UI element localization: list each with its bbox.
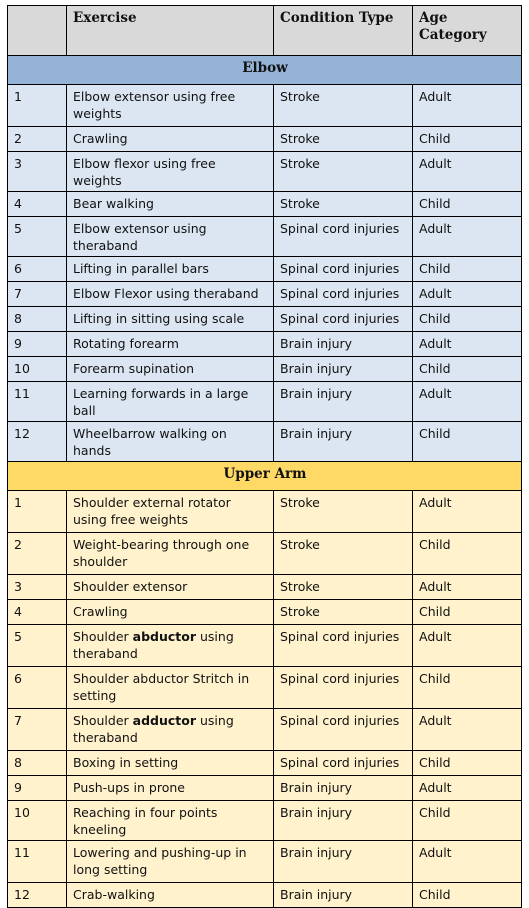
exercise-cell [67, 192, 274, 217]
row-number: 9 [8, 776, 67, 801]
table-row [8, 533, 522, 575]
age-cell: Adult [413, 575, 522, 600]
row-number: 11 [8, 841, 67, 883]
row-number: 5 [8, 625, 67, 667]
elbow-rows [8, 85, 522, 462]
upper-arm-section [8, 462, 522, 491]
age-cell: Adult [413, 382, 522, 422]
exercise-cell [67, 282, 274, 307]
exercise-text: Forearm supination [73, 361, 195, 376]
exercise-text: Shoulder abductor Stritch in setting [73, 671, 250, 703]
row-number: 1 [8, 491, 67, 533]
exercise-text-tail: using theraband [73, 629, 234, 661]
condition-cell: Brain injury [274, 422, 413, 462]
exercise-bold: adductor [132, 713, 197, 728]
exercise-cell [67, 257, 274, 282]
header-number [8, 6, 67, 56]
condition-cell: Spinal cord injuries [274, 625, 413, 667]
table-header [8, 6, 522, 56]
condition-cell: Brain injury [274, 801, 413, 841]
age-cell: Adult [413, 282, 522, 307]
exercise-cell [67, 625, 274, 667]
table-row [8, 491, 522, 533]
age-cell: Adult [413, 841, 522, 883]
header-age-category: Age Category [413, 6, 522, 56]
section-header-upper-arm [8, 462, 522, 491]
table-row [8, 801, 522, 841]
table-row [8, 332, 522, 357]
table-row [8, 883, 522, 908]
exercise-cell [67, 841, 274, 883]
table-row [8, 625, 522, 667]
exercise-cell [67, 85, 274, 127]
row-number: 10 [8, 801, 67, 841]
condition-cell: Stroke [274, 85, 413, 127]
table-row [8, 600, 522, 625]
exercise-text-tail: using theraband [73, 713, 234, 745]
row-number: 7 [8, 282, 67, 307]
condition-cell: Spinal cord injuries [274, 282, 413, 307]
exercise-cell [67, 751, 274, 776]
elbow-section [8, 56, 522, 85]
exercise-text: Reaching in four points kneeling [73, 805, 218, 837]
condition-cell: Spinal cord injuries [274, 307, 413, 332]
exercise-cell [67, 667, 274, 709]
exercise-text: Rotating forearm [73, 336, 179, 351]
condition-cell: Spinal cord injuries [274, 217, 413, 257]
table-row [8, 307, 522, 332]
table-row [8, 422, 522, 462]
table-row [8, 357, 522, 382]
exercise-cell [67, 801, 274, 841]
age-cell: Adult [413, 625, 522, 667]
row-number: 4 [8, 600, 67, 625]
exercise-cell [67, 776, 274, 801]
exercise-cell [67, 127, 274, 152]
exercise-text: Crawling [73, 131, 128, 146]
table-row [8, 751, 522, 776]
row-number: 9 [8, 332, 67, 357]
exercise-cell [67, 382, 274, 422]
row-number: 10 [8, 357, 67, 382]
age-cell: Child [413, 357, 522, 382]
table-row [8, 85, 522, 127]
row-number: 1 [8, 85, 67, 127]
row-number: 6 [8, 257, 67, 282]
exercise-cell [67, 600, 274, 625]
header-exercise: Exercise [67, 6, 274, 56]
table-row [8, 257, 522, 282]
age-cell: Adult [413, 776, 522, 801]
row-number: 11 [8, 382, 67, 422]
exercise-text: Shoulder [73, 629, 133, 644]
row-number: 5 [8, 217, 67, 257]
age-cell: Child [413, 883, 522, 908]
row-number: 8 [8, 307, 67, 332]
table-row [8, 667, 522, 709]
age-cell: Child [413, 751, 522, 776]
exercise-cell [67, 357, 274, 382]
table-row [8, 192, 522, 217]
age-cell: Adult [413, 491, 522, 533]
exercise-text: Boxing in setting [73, 755, 179, 770]
table-row [8, 127, 522, 152]
exercise-cell [67, 709, 274, 751]
age-cell: Child [413, 127, 522, 152]
age-cell: Child [413, 307, 522, 332]
exercise-text: Elbow extensor using free weights [73, 89, 236, 121]
exercise-cell [67, 533, 274, 575]
age-cell: Child [413, 801, 522, 841]
condition-cell: Spinal cord injuries [274, 751, 413, 776]
condition-cell: Stroke [274, 491, 413, 533]
table-row [8, 382, 522, 422]
condition-cell: Stroke [274, 192, 413, 217]
exercise-text: Elbow Flexor using theraband [73, 286, 259, 301]
condition-cell: Brain injury [274, 883, 413, 908]
condition-cell: Brain injury [274, 776, 413, 801]
exercise-cell [67, 422, 274, 462]
exercise-cell [67, 491, 274, 533]
row-number: 3 [8, 152, 67, 192]
age-cell: Child [413, 257, 522, 282]
condition-cell: Stroke [274, 533, 413, 575]
row-number: 12 [8, 883, 67, 908]
condition-cell: Spinal cord injuries [274, 257, 413, 282]
condition-cell: Stroke [274, 600, 413, 625]
condition-cell: Stroke [274, 575, 413, 600]
row-number: 6 [8, 667, 67, 709]
exercise-cell [67, 152, 274, 192]
row-number: 8 [8, 751, 67, 776]
age-cell: Adult [413, 217, 522, 257]
upper-arm-rows [8, 491, 522, 908]
exercise-cell [67, 217, 274, 257]
condition-cell: Spinal cord injuries [274, 667, 413, 709]
table-row [8, 776, 522, 801]
exercise-text: Crawling [73, 604, 128, 619]
condition-cell: Brain injury [274, 382, 413, 422]
table-row [8, 709, 522, 751]
exercise-table [7, 5, 522, 908]
row-number: 2 [8, 127, 67, 152]
table-row [8, 841, 522, 883]
age-cell: Adult [413, 152, 522, 192]
condition-cell: Brain injury [274, 332, 413, 357]
condition-cell: Brain injury [274, 841, 413, 883]
age-cell: Child [413, 600, 522, 625]
exercise-text: Weight-bearing through one shoulder [73, 537, 250, 569]
condition-cell: Spinal cord injuries [274, 709, 413, 751]
exercise-text: Crab-walking [73, 887, 155, 902]
exercise-text: Learning forwards in a large ball [73, 386, 249, 418]
exercise-text: Shoulder external rotator using free weights [73, 495, 231, 527]
table-row [8, 282, 522, 307]
table-row [8, 217, 522, 257]
age-cell: Adult [413, 332, 522, 357]
row-number: 4 [8, 192, 67, 217]
exercise-text: Lifting in parallel bars [73, 261, 209, 276]
row-number: 7 [8, 709, 67, 751]
age-cell: Adult [413, 709, 522, 751]
section-title: Upper Arm [8, 462, 522, 491]
exercise-text: Bear walking [73, 196, 154, 211]
exercise-text: Elbow extensor using theraband [73, 221, 207, 253]
age-cell: Child [413, 667, 522, 709]
row-number: 12 [8, 422, 67, 462]
exercise-cell [67, 332, 274, 357]
exercise-text: Elbow flexor using free weights [73, 156, 216, 188]
row-number: 2 [8, 533, 67, 575]
exercise-text: Lowering and pushing-up in long setting [73, 845, 247, 877]
exercise-text: Shoulder [73, 713, 133, 728]
section-title: Elbow [8, 56, 522, 85]
table-row [8, 575, 522, 600]
exercise-text: Push-ups in prone [73, 780, 185, 795]
age-cell: Child [413, 422, 522, 462]
condition-cell: Stroke [274, 127, 413, 152]
row-number: 3 [8, 575, 67, 600]
exercise-text: Shoulder extensor [73, 579, 188, 594]
exercise-text: Lifting in sitting using scale [73, 311, 245, 326]
exercise-cell [67, 883, 274, 908]
exercise-bold: abductor [132, 629, 197, 644]
condition-cell: Stroke [274, 152, 413, 192]
header-condition-type: Condition Type [274, 6, 413, 56]
exercise-cell [67, 307, 274, 332]
age-cell: Adult [413, 85, 522, 127]
section-header-elbow [8, 56, 522, 85]
header-row [8, 6, 522, 56]
exercise-text: Wheelbarrow walking on hands [73, 426, 227, 458]
age-cell: Child [413, 192, 522, 217]
exercise-cell [67, 575, 274, 600]
age-cell: Child [413, 533, 522, 575]
table-row [8, 152, 522, 192]
condition-cell: Brain injury [274, 357, 413, 382]
